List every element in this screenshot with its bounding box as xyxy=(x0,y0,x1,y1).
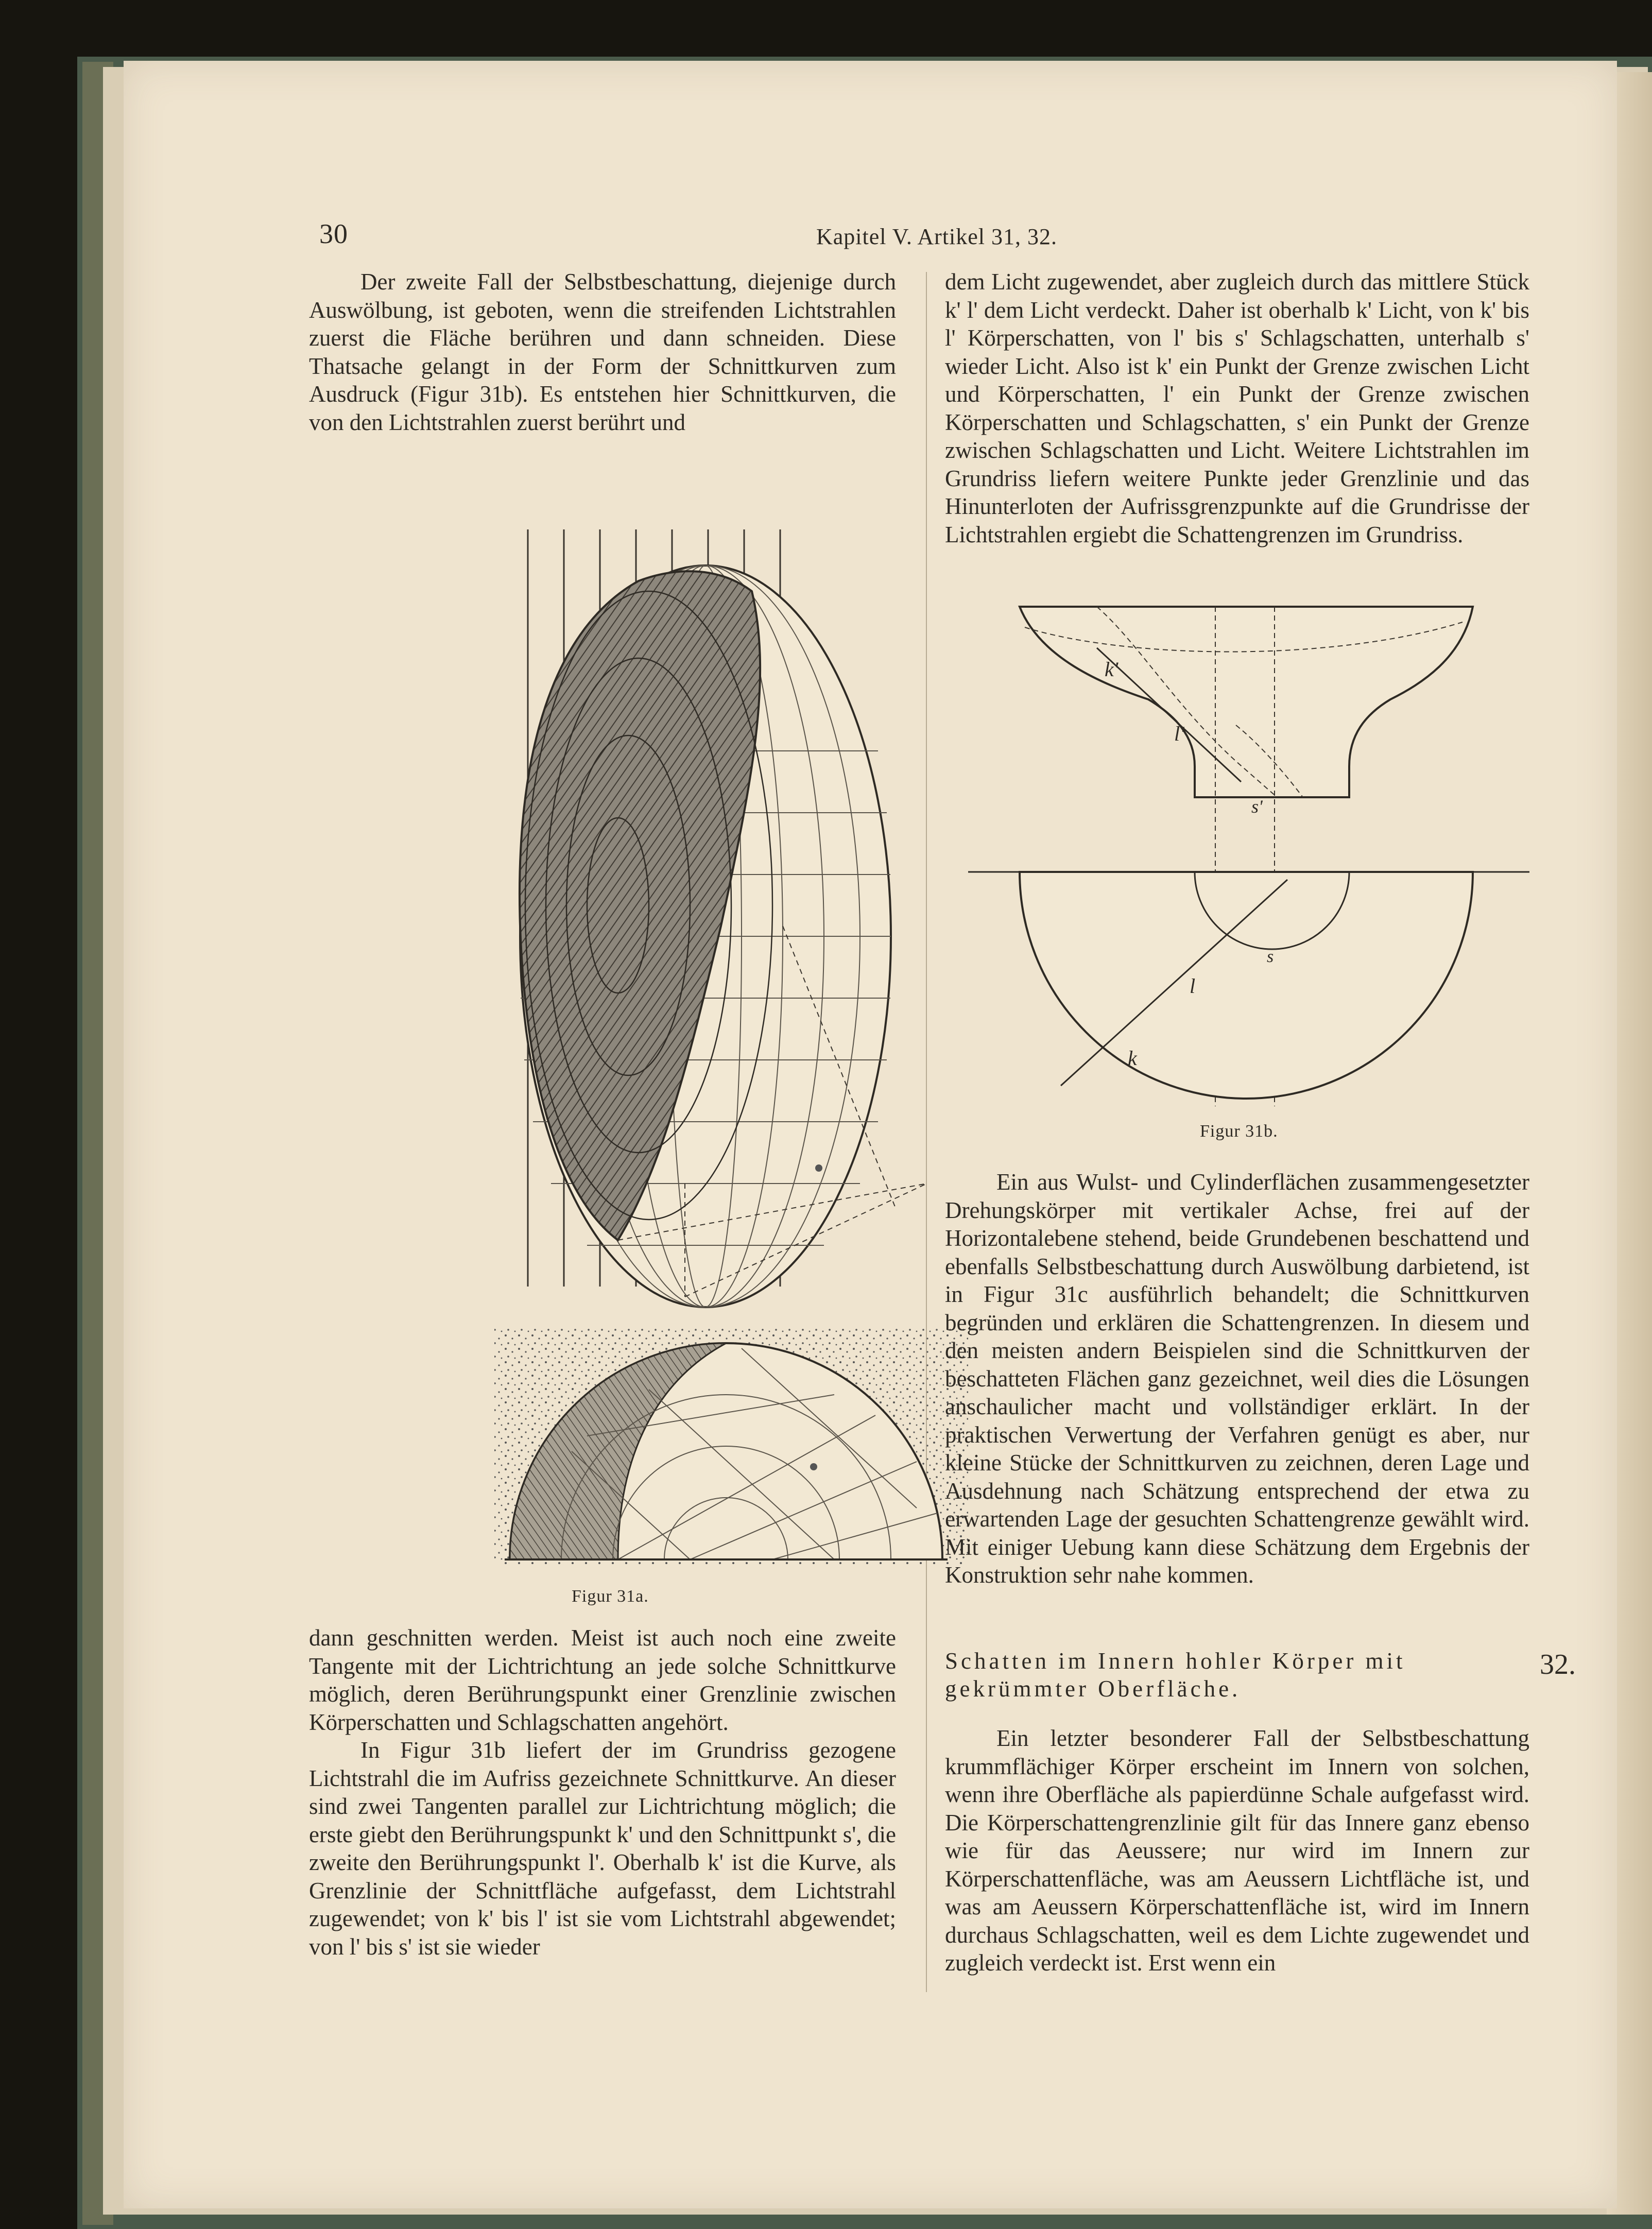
right-column-bottom xyxy=(945,1724,1529,1977)
section-number: 32. xyxy=(1540,1649,1576,1681)
paragraph-drehungskoerper: Ein aus Wulst- und Cylinderflächen zusammengesetzter Drehungskörper mit vertikaler Achse, frei auf der Horizontalebene stehend, beide Grundebenen beschattend und ebenfalls Selbstbeschattung durch Auswölbung darbietend, ist in Figur 31c ausführlich behandelt; die Schnittkurven begründen und erklären die Schattengrenzen. In diesem und den meisten andern Beispielen sind die Schnittkurven der beschatteten Flächen ganz gezeichnet, weil dies die Lösungen anschaulicher macht und vollständiger erklärt. In der praktischen Verwertung der Verfahren genügt es aber, nur kleine Stücke der Schnittkurven zu zeichnen, deren Lage und Ausdehnung nach Schätzung entsprechend der etwa zu erwartenden Lage der gesuchten Schattengrenze gewählt wird. Mit einiger Uebung kann diese Schätzung dem Ergebnis der Konstruktion sehr nahe kommen. xyxy=(945,1169,1529,1588)
left-column-bottom xyxy=(309,1624,896,1961)
paragraph-auswoelbung: Der zweite Fall der Selbstbeschattung, diejenige durch Auswölbung, ist geboten, wenn die streifenden Lichtstrahlen zuerst die Fläche berühren und dann schneiden. Diese Thatsache gelangt in der Form der Schnittkurven zum Ausdruck (Figur 31b). Es entstehen hier Schnittkurven, die von den Lichtstrahlen zuerst berührt und xyxy=(309,269,896,435)
figure-31a xyxy=(330,462,968,1580)
figure-31b xyxy=(968,591,1535,1117)
body-plan xyxy=(1020,872,1473,1099)
right-column-top xyxy=(945,268,1529,548)
figure-31b-caption: Figur 31b. xyxy=(1200,1122,1278,1141)
left-column-top xyxy=(309,268,896,436)
paragraph-tangente: dann geschnitten werden. Meist ist auch noch eine zweite Tangente mit der Lichtrichtung an jede solche Schnittkurve möglich, deren Berührungspunkt einer Grenzlinie zwischen Körperschatten und Schlagschatten angehört. xyxy=(309,1625,896,1735)
label-s-prime: s' xyxy=(1251,796,1263,817)
label-l-prime: l' xyxy=(1174,722,1184,745)
running-title: Kapitel V. Artikel 31, 32. xyxy=(816,224,1058,249)
label-k: k xyxy=(1128,1047,1137,1070)
label-l: l xyxy=(1190,974,1196,998)
figure-31a-caption: Figur 31a. xyxy=(572,1587,649,1606)
label-s: s xyxy=(1267,947,1274,966)
marker-point-b xyxy=(810,1463,817,1470)
paragraph-figur-31b-explanation: In Figur 31b liefert der im Grundriss gezogene Lichtstrahl die im Aufriss gezeichnete Schnittkurve. An dieser sind zwei Tangenten parallel zur Lichtrichtung möglich; die erste giebt den Berührungspunkt k' und den Schnittpunkt s', die zweite den Berührungspunkt l'. Oberhalb k' ist die Kurve, als Grenzlinie der Schnittfläche aufgefasst, dem Lichtstrahl zugewendet; von k' bis l' ist sie vom Lichtstrahl abgewendet; von l' bis s' ist sie wieder xyxy=(309,1737,896,1960)
section-heading: Schatten im Innern hohler Körper mit gekrümmter Oberfläche. xyxy=(945,1648,1406,1702)
paragraph-licht-verdeckt: dem Licht zugewendet, aber zugleich durch das mittlere Stück k' l' dem Licht verdeckt. Daher ist oberhalb k' Licht, von k' bis l' Körperschatten, von l' bis s' Schlagschatten, unterhalb s' wieder Licht. Also ist k' ein Punkt der Grenze zwischen Licht und Körperschatten, l' ein Punkt der Grenze zwischen Körperschatten und Schlagschatten, s' ein Punkt der Grenze zwischen Schlagschatten und Licht. Weitere Lichtstrahlen im Grundriss liefern weitere Punkte jeder Grenzlinie und das Hinunterloten der Aufrissgrenzpunkte auf die Grundrisse der Lichtstrahlen ergiebt die Schattengrenzen im Grundriss. xyxy=(945,269,1529,547)
book-page xyxy=(124,61,1617,2208)
right-column-middle xyxy=(945,1168,1529,1589)
page-number: 30 xyxy=(319,218,348,249)
paragraph-innern-hohler-koerper: Ein letzter besonderer Fall der Selbstbeschattung krummflächiger Körper erscheint im Innern von solchen, wenn ihre Oberfläche als papierdünne Schale aufgefasst wird. Die Körperschattengrenzlinie gilt für das Innere ganz ebenso wie für das Aeussere; nur wird im Innern zur Körperschattenfläche, was am Aeussern Lichtfläche ist, und was am Aeussern Körperschattenfläche ist, wird im Innern durchaus Schlagschatten, weil es dem Lichte zugewendet und zugleich verdeckt ist. Erst wenn ein xyxy=(945,1725,1529,1976)
marker-point-a xyxy=(815,1164,822,1172)
label-k-prime: k' xyxy=(1105,658,1118,681)
body-elevation xyxy=(1020,607,1473,797)
